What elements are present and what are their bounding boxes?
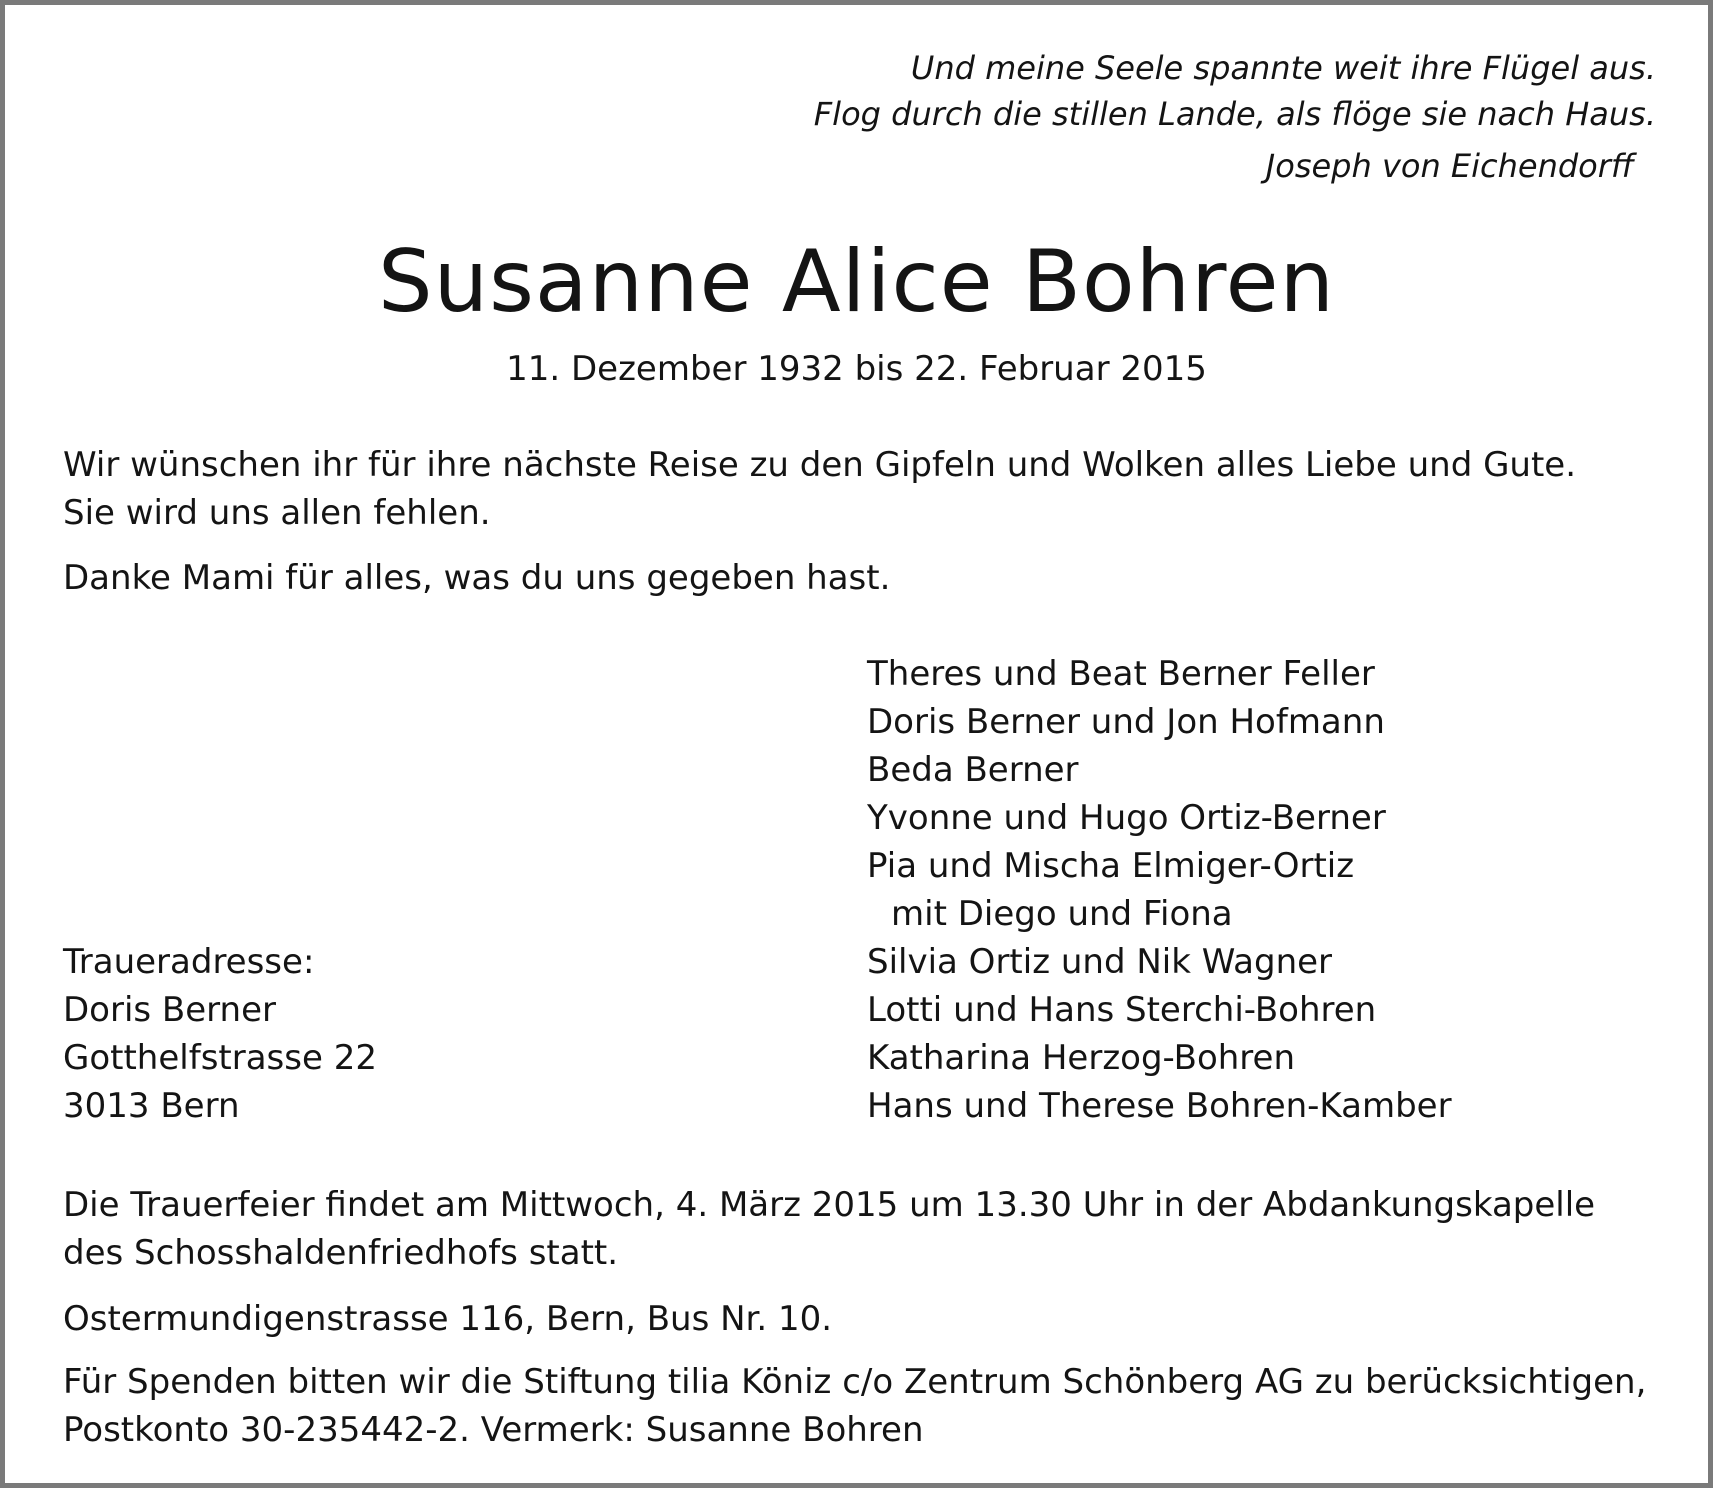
farewell-message	[63, 441, 1668, 537]
message-line-2: Sie wird uns allen fehlen.	[63, 493, 491, 533]
location-text: Ostermundigenstrasse 116, Bern, Bus Nr. 10.	[63, 1299, 833, 1339]
service-line-2: des Schosshaldenfriedhofs statt.	[63, 1233, 619, 1273]
family-member: Hans und Therese Bohren-Kamber	[867, 1086, 1452, 1126]
family-member: Katharina Herzog-Bohren	[867, 1038, 1295, 1078]
thanks-text: Danke Mami für alles, was du uns gegeben hast.	[63, 558, 891, 598]
address-name: Doris Berner	[63, 990, 276, 1030]
message-line-1: Wir wünschen ihr für ihre nächste Reise zu den Gipfeln und Wolken alles Liebe und Gute.	[63, 445, 1577, 485]
address-label: Traueradresse:	[63, 942, 315, 982]
family-member: Yvonne und Hugo Ortiz-Berner	[867, 798, 1386, 838]
address-street: Gotthelfstrasse 22	[63, 1038, 377, 1078]
mourning-address	[63, 938, 377, 1130]
life-dates: 11. Dezember 1932 bis 22. Februar 2015	[506, 349, 1207, 389]
poem-quote	[814, 45, 1656, 189]
poem-line-1: Und meine Seele spannte weit ihre Flügel aus.	[910, 49, 1656, 87]
family-member: Theres und Beat Berner Feller	[867, 654, 1375, 694]
poem-line-2: Flog durch die stillen Lande, als flöge sie nach Haus.	[813, 95, 1656, 133]
family-member-children: mit Diego und Fiona	[891, 894, 1233, 934]
family-member: Silvia Ortiz und Nik Wagner	[867, 942, 1333, 982]
donation-line-1: Für Spenden bitten wir die Stiftung tilia Köniz c/o Zentrum Schönberg AG zu berücksichtigen,	[63, 1362, 1647, 1402]
family-member: Beda Berner	[867, 750, 1079, 790]
service-location	[63, 1295, 1668, 1343]
funeral-service-info	[63, 1181, 1668, 1277]
service-line-1: Die Trauerfeier findet am Mittwoch, 4. März 2015 um 13.30 Uhr in der Abdankungskapelle	[63, 1185, 1596, 1225]
poem-author: Joseph von Eichendorff	[1265, 147, 1634, 185]
donation-info	[63, 1358, 1668, 1454]
family-member: Pia und Mischa Elmiger-Ortiz	[867, 846, 1355, 886]
thanks-line	[63, 554, 1668, 602]
address-city: 3013 Bern	[63, 1086, 240, 1126]
family-member: Lotti und Hans Sterchi-Bohren	[867, 990, 1377, 1030]
deceased-name: Susanne Alice Bohren	[377, 232, 1335, 332]
family-list	[867, 650, 1452, 1130]
family-member: Doris Berner und Jon Hofmann	[867, 702, 1385, 742]
donation-line-2: Postkonto 30-235442-2. Vermerk: Susanne Bohren	[63, 1410, 924, 1450]
